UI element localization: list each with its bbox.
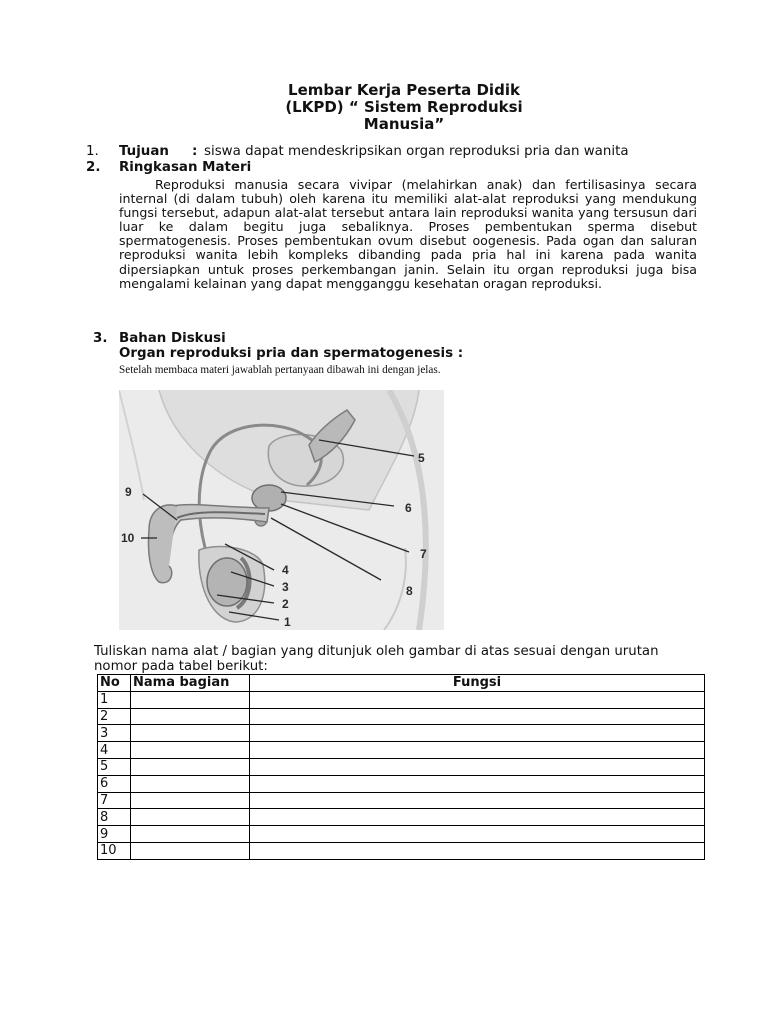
label-2: 2 [282,597,289,611]
nama-bagian-cell[interactable] [131,742,250,759]
section-separator: : [192,144,198,159]
title-line-3: Manusia” [363,115,445,133]
document-title [0,82,768,133]
label-9: 9 [125,485,132,499]
nama-bagian-cell[interactable] [131,842,250,859]
discussion-subtitle: Organ reproduksi pria dan spermatogenesis : [119,346,464,361]
nama-bagian-cell[interactable] [131,758,250,775]
row-number: 3 [98,725,131,742]
header-nama-bagian: Nama bagian [131,675,250,692]
tujuan-text: siswa dapat mendeskripsikan organ reproduksi pria dan wanita [204,144,629,159]
label-5: 5 [418,451,425,465]
male-reproductive-diagram [119,390,444,630]
table-row [98,708,705,725]
header-fungsi: Fungsi [250,675,705,692]
label-10: 10 [121,531,135,545]
nama-bagian-cell[interactable] [131,809,250,826]
discussion-instruction: Setelah membaca materi jawablah pertanyaan dibawah ini dengan jelas. [119,364,441,376]
nama-bagian-cell[interactable] [131,792,250,809]
section-number: 1. [86,144,99,159]
nama-bagian-cell[interactable] [131,708,250,725]
table-instruction: Tuliskan nama alat / bagian yang ditunjuk oleh gambar di atas sesuai dengan urutan nomor pada tabel berikut: [94,644,659,674]
table-row [98,742,705,759]
row-number: 4 [98,742,131,759]
label-1: 1 [284,615,291,629]
table-row [98,775,705,792]
section-number: 2. [86,160,101,175]
section-label: Tujuan [119,144,169,159]
fungsi-cell[interactable] [250,742,705,759]
fungsi-cell[interactable] [250,792,705,809]
title-line-1: Lembar Kerja Peserta Didik [288,81,520,99]
section-number: 3. [93,331,108,346]
section-label: Ringkasan Materi [119,160,252,175]
ringkasan-text: Reproduksi manusia secara vivipar (melahirkan anak) dan fertilisasinya secara internal (di dalam tubuh) oleh karena itu memiliki alat-alat reproduksi yang mendukung fungsi tersebut, adapun alat-alat tersebut antara lain reproduksi wanita yang tersusun dari luar ke dalam begitu juga sebaliknya. Proses pembentukan sperma disebut spermatogenesis. Proses pembentukan ovum disebut oogenesis. Pada ogan dan saluran reproduksi wanita lebih kompleks dibanding pada pria hal ini karena pada wanita dipersiapkan untuk proses perkembangan janin. Selain itu organ reproduksi juga bisa mengalami kelainan yang dapat mengganggu kesehatan oragan reproduksi. [119,177,697,291]
fungsi-cell[interactable] [250,758,705,775]
header-no: No [98,675,131,692]
nama-bagian-cell[interactable] [131,725,250,742]
table-row [98,826,705,843]
nama-bagian-cell[interactable] [131,691,250,708]
ringkasan-paragraph [119,178,697,291]
fungsi-cell[interactable] [250,725,705,742]
fungsi-cell[interactable] [250,775,705,792]
fungsi-cell[interactable] [250,842,705,859]
row-number: 7 [98,792,131,809]
row-number: 10 [98,842,131,859]
fungsi-cell[interactable] [250,708,705,725]
row-number: 6 [98,775,131,792]
table-header-row [98,675,705,692]
fungsi-cell[interactable] [250,691,705,708]
table-row [98,691,705,708]
row-number: 1 [98,691,131,708]
label-6: 6 [405,501,412,515]
row-number: 2 [98,708,131,725]
label-3: 3 [282,580,289,594]
label-8: 8 [406,584,413,598]
table-row [98,809,705,826]
row-number: 8 [98,809,131,826]
table-row [98,842,705,859]
fungsi-cell[interactable] [250,826,705,843]
label-7: 7 [420,547,427,561]
nama-bagian-cell[interactable] [131,826,250,843]
table-row [98,758,705,775]
nama-bagian-cell[interactable] [131,775,250,792]
answer-table [97,674,705,860]
label-4: 4 [282,563,289,577]
row-number: 9 [98,826,131,843]
table-row [98,725,705,742]
table-row [98,792,705,809]
row-number: 5 [98,758,131,775]
section-label: Bahan Diskusi [119,331,226,346]
title-line-2: (LKPD) “ Sistem Reproduksi [285,98,523,116]
fungsi-cell[interactable] [250,809,705,826]
